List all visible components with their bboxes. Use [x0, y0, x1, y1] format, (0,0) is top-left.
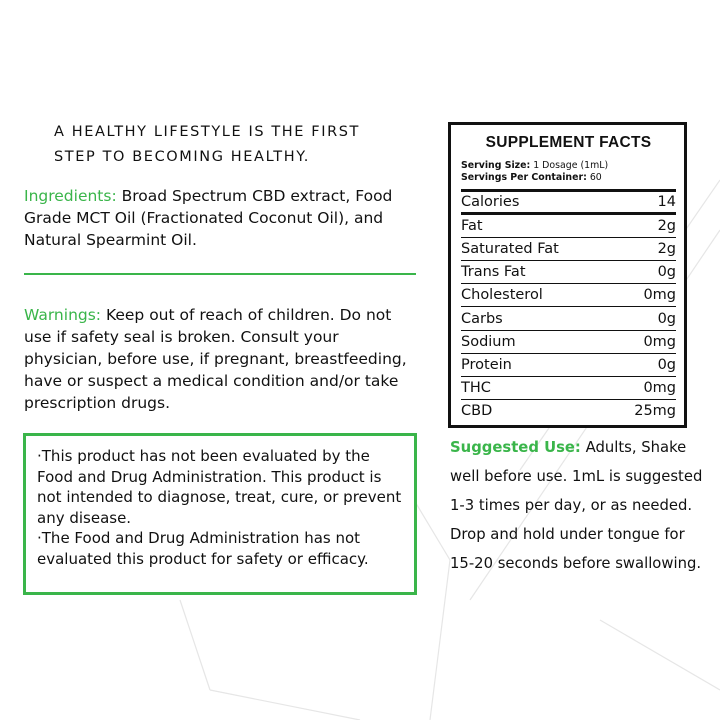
- serving-info: [461, 160, 676, 184]
- serving-size: [461, 160, 676, 172]
- fact-value: 2g: [657, 218, 676, 235]
- fact-name: Cholesterol: [461, 287, 543, 304]
- fact-name: Carbs: [461, 310, 503, 327]
- fact-row-protein: [461, 354, 676, 377]
- ingredients-text: Broad Spectrum CBD extract, Food Grade MCT Oil (Fractionated Coconut Oil), and Natural Spearmint Oil.: [24, 187, 393, 249]
- disclaimer-line-2: ·The Food and Drug Administration has not evaluated this product for safety or efficacy.: [37, 529, 369, 568]
- serving-size-label: Serving Size:: [461, 160, 531, 171]
- disclaimer-line-1: ·This product has not been evaluated by the Food and Drug Administration. This product is not intended to diagnose, treat, cure, or prevent any disease.: [37, 447, 402, 527]
- fact-row-saturated-fat: [461, 238, 676, 261]
- fact-row-thc: [461, 377, 676, 400]
- fact-row-calories: [461, 192, 676, 215]
- fact-value: 0g: [657, 356, 676, 373]
- servings-per-container-value: 60: [589, 172, 602, 183]
- fact-value: 14: [657, 194, 676, 211]
- fact-row-cbd: [461, 400, 676, 423]
- supplement-facts-title: SUPPLEMENT FACTS: [485, 134, 652, 151]
- facts-table: [461, 189, 676, 423]
- ingredients-section: [24, 185, 419, 251]
- serving-size-value: 1 Dosage (1mL): [533, 160, 609, 171]
- fact-row-cholesterol: [461, 284, 676, 307]
- fact-row-fat: [461, 215, 676, 238]
- suggested-use-label: Suggested Use:: [450, 439, 581, 456]
- fact-name: Calories: [461, 194, 520, 211]
- warnings-section: [24, 304, 419, 414]
- fact-name: Sodium: [461, 333, 516, 350]
- fact-row-carbs: [461, 307, 676, 330]
- fact-value: 0g: [657, 310, 676, 327]
- fact-name: Protein: [461, 356, 512, 373]
- fact-row-trans-fat: [461, 261, 676, 284]
- tagline: A HEALTHY LIFESTYLE IS THE FIRST STEP TO BECOMING HEALTHY.: [54, 124, 361, 165]
- fact-value: 0g: [657, 264, 676, 281]
- fact-row-sodium: [461, 331, 676, 354]
- fact-value: 25mg: [634, 403, 676, 420]
- fact-value: 0mg: [643, 379, 676, 396]
- suggested-use-section: [450, 433, 712, 578]
- fact-name: Saturated Fat: [461, 241, 559, 258]
- ingredients-label: Ingredients:: [24, 187, 117, 205]
- fact-value: 2g: [657, 241, 676, 258]
- section-divider: [24, 273, 416, 275]
- supplement-facts-panel: [448, 122, 687, 428]
- fda-disclaimer-box: [23, 433, 417, 595]
- servings-per-container: [461, 172, 676, 184]
- fact-name: CBD: [461, 403, 493, 420]
- fact-value: 0mg: [643, 287, 676, 304]
- fact-name: THC: [461, 379, 491, 396]
- warnings-text: Keep out of reach of children. Do not use if safety seal is broken. Consult your physician, before use, if pregnant, breastfeeding, have or suspect a medical condition and/or take prescription drugs.: [24, 306, 407, 412]
- servings-per-container-label: Servings Per Container:: [461, 172, 587, 183]
- warnings-label: Warnings:: [24, 306, 102, 324]
- fact-value: 0mg: [643, 333, 676, 350]
- fact-name: Trans Fat: [461, 264, 526, 281]
- fact-name: Fat: [461, 218, 483, 235]
- suggested-use-text: Adults, Shake well before use. 1mL is suggested 1-3 times per day, or as needed. Drop and hold under tongue for 15-20 seconds before swallowing.: [450, 439, 703, 572]
